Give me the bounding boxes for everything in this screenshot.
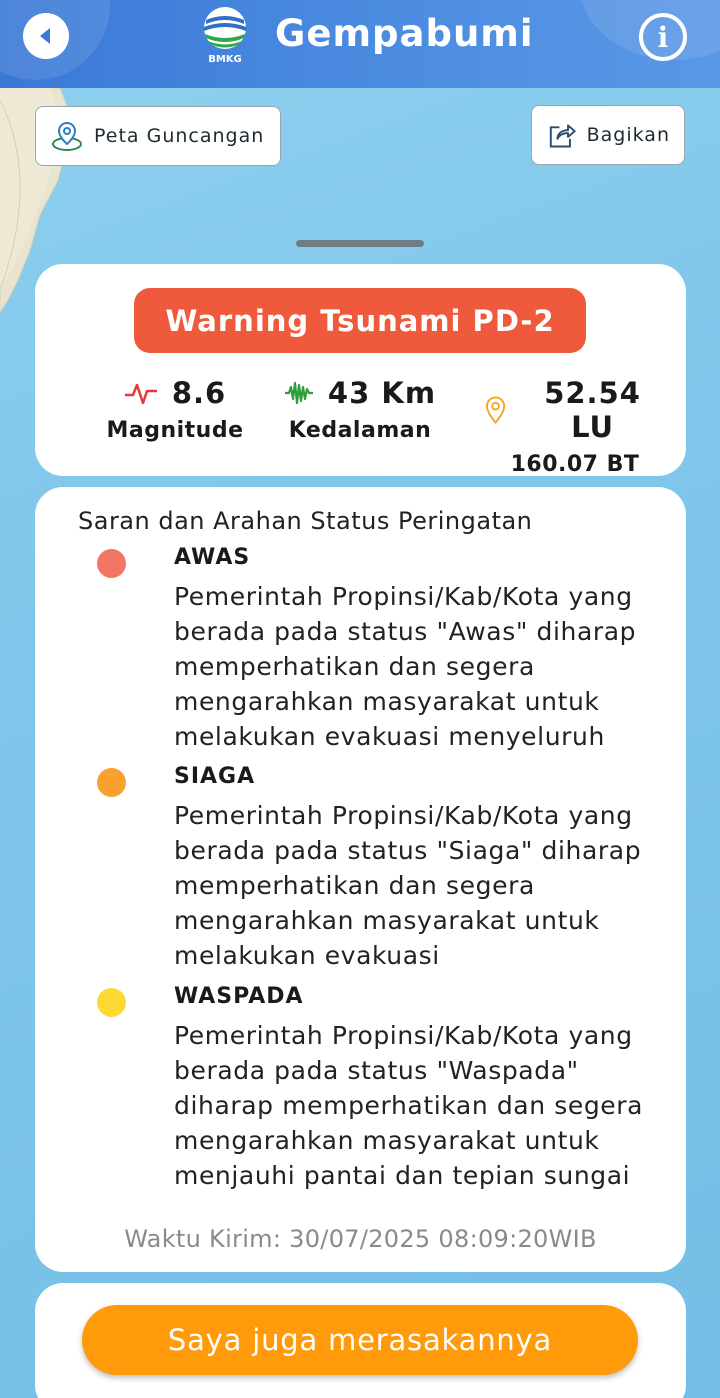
status-dot-awas [97,549,126,578]
bmkg-logo [200,6,250,64]
depth-label: Kedalaman [288,418,432,443]
status-name: AWAS [174,545,251,570]
felt-action-card [35,1283,686,1398]
sheet-drag-handle[interactable] [296,240,424,247]
share-button[interactable] [531,105,685,165]
info-button[interactable] [639,13,687,61]
depth-stat [275,376,445,443]
advice-title: Saran dan Arahan Status Peringatan [78,507,533,535]
shake-map-button[interactable] [35,106,281,166]
longitude-value: 160.07 BT [510,452,640,477]
shake-map-label: Peta Guncangan [94,125,265,147]
felt-it-button[interactable]: Saya juga merasakannya [82,1305,638,1375]
app-header [0,0,720,88]
location-stat [485,376,665,477]
pulse-icon [124,379,158,407]
tsunami-warning-badge: Warning Tsunami PD-2 [134,288,586,353]
status-name: SIAGA [174,764,256,789]
status-description: Pemerintah Propinsi/Kab/Kota yang berada pada status "Siaga" diharap memperhatikan dan segera mengarahkan masyarakat untuk melakukan evakuasi [174,801,642,970]
bmkg-logo-icon [200,6,250,64]
status-description: Pemerintah Propinsi/Kab/Kota yang berada pada status "Awas" diharap memperhatikan dan segera mengarahkan masyarakat untuk melakukan evakuasi menyeluruh [174,582,637,751]
status-name: WASPADA [174,984,304,1009]
share-icon [546,119,577,151]
sent-timestamp: Waktu Kirim: 30/07/2025 08:09:20WIB [124,1225,597,1253]
status-dot-siaga [97,768,126,797]
magnitude-value: 8.6 [171,376,227,410]
status-description: Pemerintah Propinsi/Kab/Kota yang berada pada status "Waspada" diharap memperhatikan dan segera mengarahkan masyarakat untuk menjauhi pantai dan tepian sungai [174,1021,644,1190]
back-button[interactable] [23,13,69,59]
page-title: Gempabumi [275,12,534,55]
seismograph-icon [284,379,314,407]
magnitude-stat [75,376,275,443]
latitude-value: 52.54 LU [544,376,641,444]
info-icon: i [657,20,669,54]
magnitude-label: Magnitude [106,418,244,443]
earthquake-summary-card [35,264,686,476]
warning-advice-card [35,487,686,1272]
svg-text:BMKG: BMKG [208,54,242,64]
back-arrow-icon [34,24,58,48]
location-pin-icon [485,395,506,425]
map-pin-radius-icon [50,119,84,153]
share-label: Bagikan [586,124,670,146]
depth-value: 43 Km [327,376,437,410]
status-dot-waspada [97,988,126,1017]
